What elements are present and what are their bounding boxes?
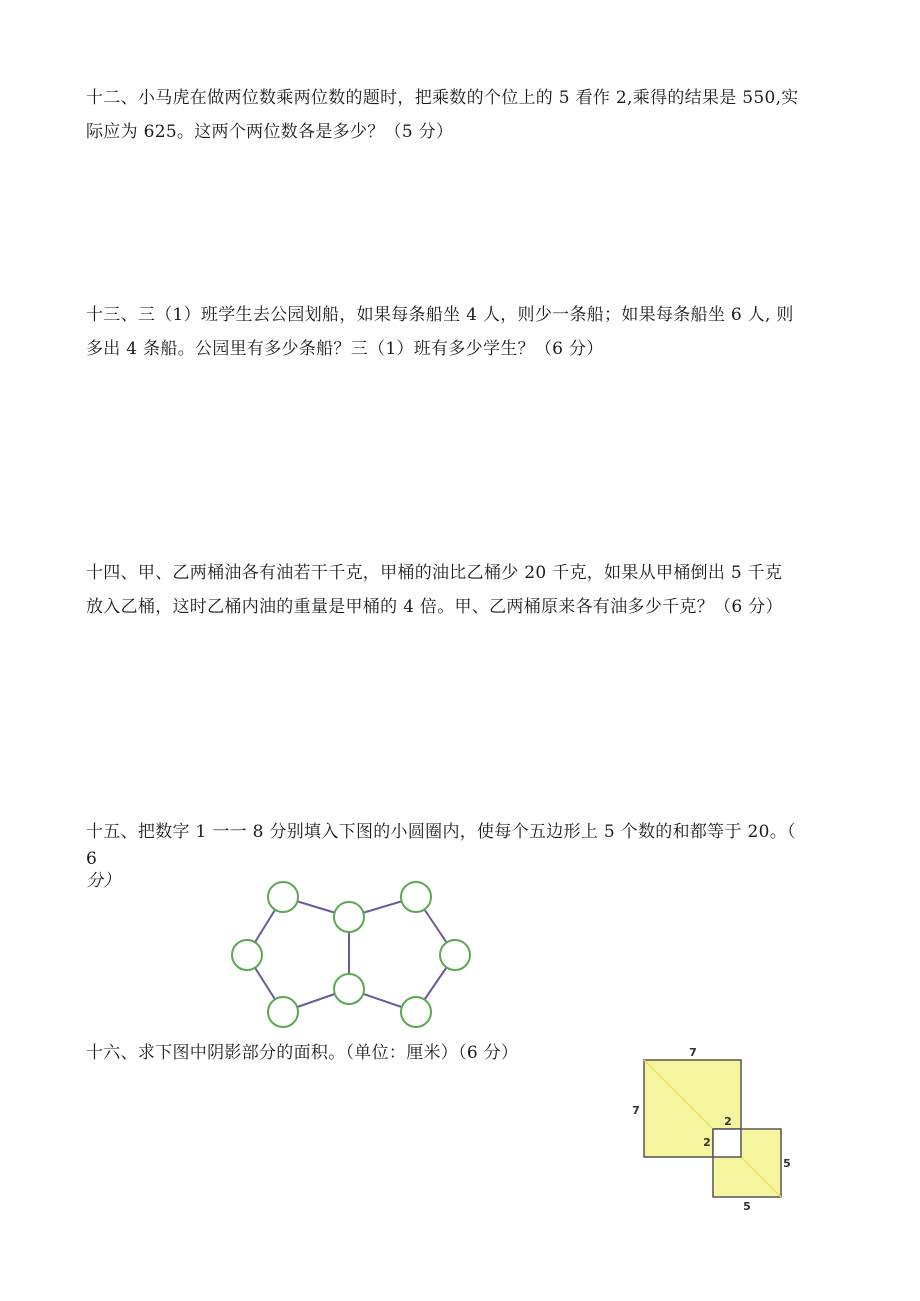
question-16-text: 十六、求下图中阴影部分的面积。（单位：厘米）（6 分）: [86, 1043, 519, 1063]
overlapping-squares-figure: [620, 1040, 800, 1220]
label-small-bottom: 5: [743, 1200, 751, 1213]
label-inner-top: 2: [724, 1115, 732, 1128]
question-14: [86, 556, 846, 624]
label-inner-left: 2: [703, 1136, 711, 1149]
question-13-line-2: 多出 4 条船。公园里有多少条船？三（1）班有多少学生？（6 分）: [86, 339, 604, 359]
label-big-left: 7: [632, 1104, 640, 1117]
question-15-line-3: 分）: [86, 871, 121, 891]
question-15-line-1: 十五、把数字 1 一一 8 分别填入下图的小圆圈内，使每个五边形上 5 个数的和都等于 20。（: [86, 822, 796, 842]
question-14-line-2: 放入乙桶，这时乙桶内油的重量是甲桶的 4 倍。甲、乙两桶原来各有油多少千克？（6 分）: [86, 597, 783, 617]
question-12-line-2: 际应为 625。这两个两位数各是多少？（5 分）: [86, 122, 454, 142]
network-circle[interactable]: [440, 940, 470, 970]
question-14-line-1: 十四、甲、乙两桶油各有油若干千克，甲桶的油比乙桶少 20 千克，如果从甲桶倒出 5 千克: [86, 563, 783, 583]
label-big-top: 7: [689, 1046, 697, 1059]
network-circle[interactable]: [334, 902, 364, 932]
question-13-line-1: 十三、三（1）班学生去公园划船，如果每条船坐 4 人，则少一条船；如果每条船坐 6 人, 则: [86, 305, 794, 325]
question-12: [86, 81, 846, 149]
network-circle[interactable]: [268, 997, 298, 1027]
pentagon-circle-network: [220, 870, 480, 1030]
network-circle[interactable]: [401, 882, 431, 912]
overlap-square: [713, 1129, 741, 1157]
question-15-line-2: 6: [86, 849, 98, 869]
label-small-right: 5: [783, 1157, 791, 1170]
network-circle[interactable]: [268, 882, 298, 912]
network-circle[interactable]: [334, 974, 364, 1004]
question-13: [86, 298, 846, 366]
network-nodes: [232, 882, 470, 1027]
network-circle[interactable]: [232, 940, 262, 970]
network-circle[interactable]: [401, 997, 431, 1027]
question-12-line-1: 十二、小马虎在做两位数乘两位数的题时，把乘数的个位上的 5 看作 2,乘得的结果是 550,实: [86, 88, 799, 108]
